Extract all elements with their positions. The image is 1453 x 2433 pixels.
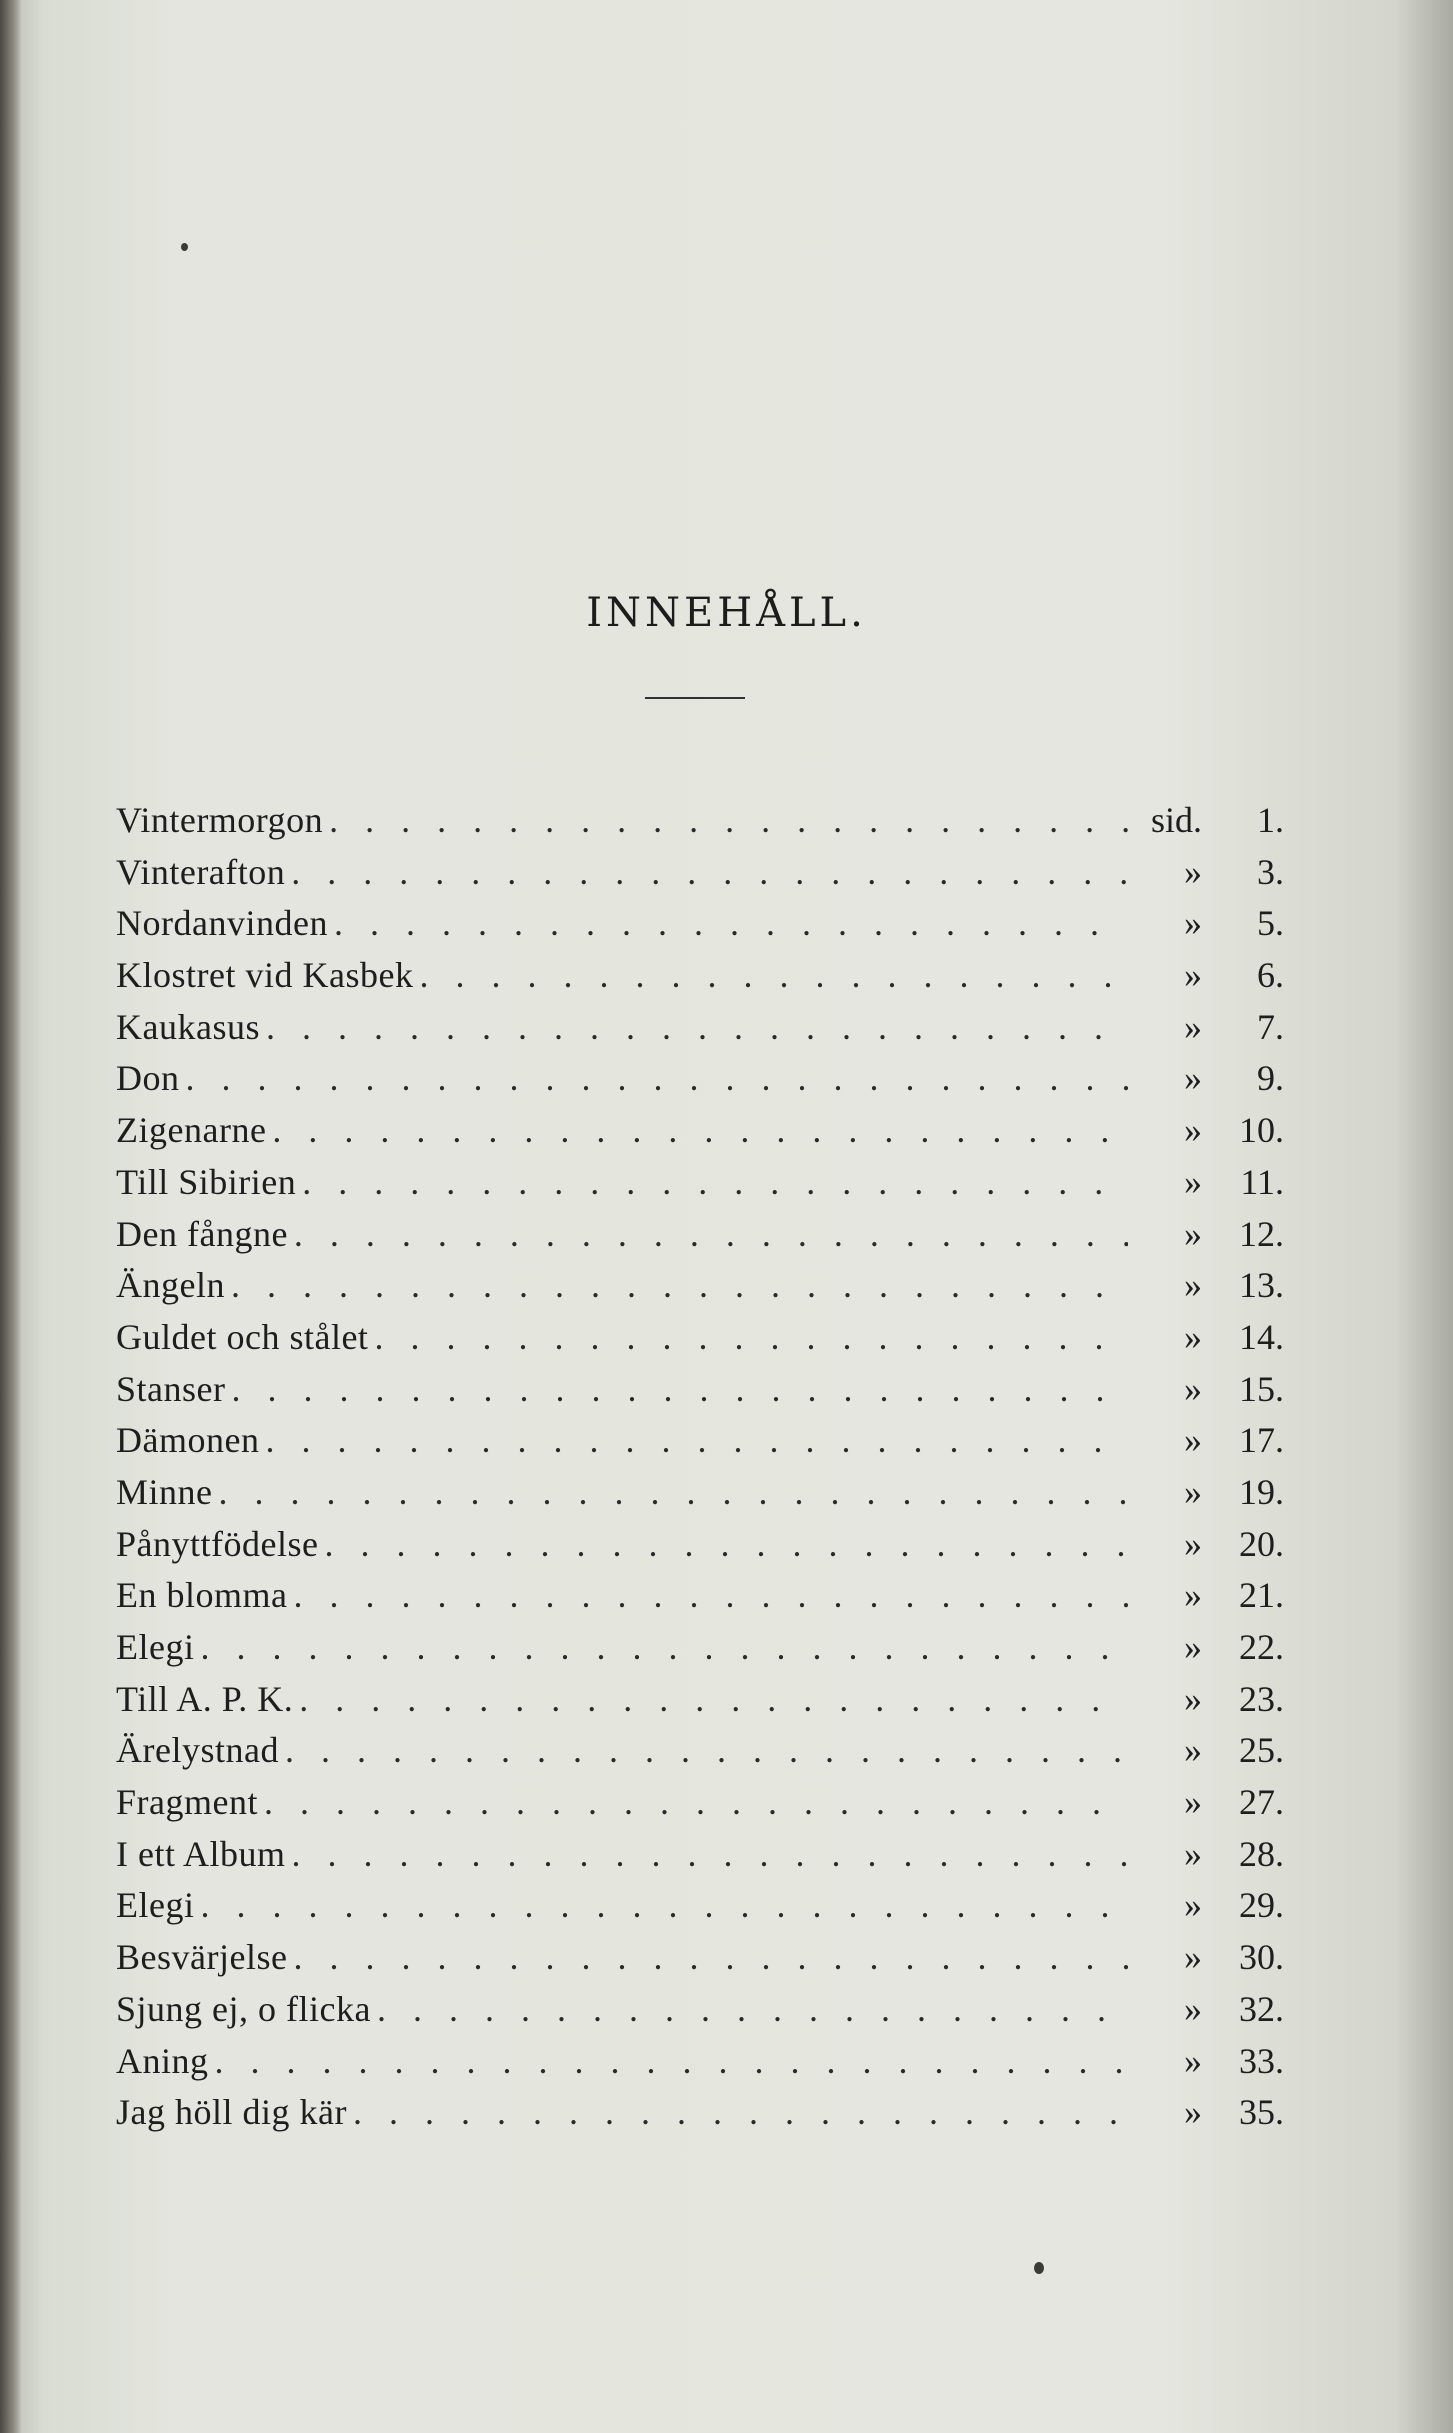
toc-entry-page-number: 23. — [1239, 1678, 1284, 1719]
toc-entry — [116, 1674, 1284, 1726]
toc-entry-page-number: 14. — [1239, 1316, 1284, 1357]
toc-entry-ditto: sid. — [1150, 800, 1202, 840]
toc-entry-page-number: 3. — [1257, 851, 1284, 892]
dot-leader — [231, 1364, 1128, 1416]
dot-leader — [291, 847, 1128, 899]
dot-leader — [231, 1260, 1128, 1312]
toc-entry-page-number: 9. — [1257, 1058, 1284, 1099]
toc-entry-page-number: 15. — [1239, 1368, 1284, 1409]
toc-entry-title: Elegi — [116, 1885, 195, 1926]
toc-entry-title: Till Sibirien — [116, 1161, 297, 1202]
toc-entry-title: Minne — [116, 1471, 213, 1512]
toc-entry-page-number: 29. — [1239, 1885, 1284, 1926]
toc-entry-title: Nordanvinden — [116, 903, 328, 944]
toc-entry-ditto: » — [1184, 1730, 1202, 1771]
toc-entry-ditto: » — [1184, 1937, 1202, 1978]
toc-entry — [116, 1312, 1284, 1364]
toc-entry-title: Pånyttfödelse — [116, 1523, 319, 1564]
dot-leader — [294, 1209, 1128, 1261]
toc-entry-title: Don — [116, 1058, 180, 1099]
toc-entry-title: Vintermorgon — [116, 800, 324, 840]
toc-entry-page-number: 19. — [1239, 1471, 1284, 1512]
dot-leader — [293, 1570, 1128, 1622]
toc-entry — [116, 1260, 1284, 1312]
toc-entry-title: Vinterafton — [116, 851, 286, 892]
toc-entry — [116, 1105, 1284, 1157]
dot-leader — [299, 1674, 1128, 1726]
toc-entry — [116, 1415, 1284, 1467]
toc-entry-title: Fragment — [116, 1782, 258, 1823]
toc-entry — [116, 1002, 1284, 1054]
toc-entry-title: Klostret vid Kasbek — [116, 955, 414, 996]
toc-entry — [116, 1622, 1284, 1674]
toc-entry-title: Sjung ej, o flicka — [116, 1988, 371, 2029]
toc-entry — [116, 847, 1284, 899]
toc-entry-page-number: 17. — [1239, 1420, 1284, 1461]
spine-shadow — [0, 0, 22, 2433]
toc-entry-title: Kaukasus — [116, 1006, 260, 1047]
toc-entry-ditto: » — [1184, 2092, 1202, 2133]
toc-entry-page-number: 12. — [1239, 1213, 1284, 1254]
toc-entry-page-number: 21. — [1239, 1575, 1284, 1616]
toc-entry-page-number: 25. — [1239, 1730, 1284, 1771]
toc-entry — [116, 1053, 1284, 1105]
toc-entry-ditto: » — [1184, 903, 1202, 944]
dot-leader — [419, 950, 1128, 1002]
toc-entry-ditto: » — [1184, 955, 1202, 996]
dot-leader — [329, 795, 1128, 847]
toc-entry-ditto: » — [1184, 851, 1202, 892]
toc-entry-title: Den fångne — [116, 1213, 288, 1254]
toc-entry-ditto: » — [1184, 1368, 1202, 1409]
toc-entry-title: Ärelystnad — [116, 1730, 279, 1771]
toc-entry-title: Elegi — [116, 1627, 195, 1667]
toc-entry — [116, 1880, 1284, 1932]
dot-leader — [186, 1053, 1129, 1105]
toc-entry — [116, 1984, 1284, 2036]
toc-entry — [116, 1364, 1284, 1416]
toc-entry-ditto: » — [1184, 1058, 1202, 1099]
toc-entry-page-number: 5. — [1257, 903, 1284, 944]
toc-entry-page-number: 11. — [1240, 1161, 1284, 1202]
toc-entry — [116, 1519, 1284, 1571]
dot-leader — [272, 1105, 1128, 1157]
dot-leader — [200, 1880, 1128, 1932]
toc-entry-page-number: 32. — [1239, 1988, 1284, 2029]
dot-leader — [353, 2087, 1128, 2139]
dot-leader — [264, 1777, 1128, 1829]
toc-entry — [116, 950, 1284, 1002]
paper-speck — [1034, 2262, 1044, 2274]
toc-entry-title: Jag höll dig kär — [116, 2092, 347, 2133]
dot-leader — [377, 1984, 1128, 2036]
toc-entry-title: Zigenarne — [116, 1110, 267, 1151]
toc-entry — [116, 1157, 1284, 1209]
toc-entry-ditto: » — [1184, 1006, 1202, 1047]
toc-entry-title: Aning — [116, 2040, 209, 2081]
dot-leader — [266, 1002, 1128, 1054]
toc-entry-title: Guldet och stålet — [116, 1316, 369, 1357]
toc-entry-ditto: » — [1184, 1316, 1202, 1357]
toc-entry-title: Dämonen — [116, 1420, 260, 1461]
toc-entry-ditto: » — [1184, 1471, 1202, 1512]
toc-entry-ditto: » — [1184, 1678, 1202, 1719]
toc-entry-ditto: » — [1184, 1627, 1202, 1667]
toc-entry-page-number: 35. — [1239, 2092, 1284, 2133]
dot-leader — [293, 1932, 1128, 1984]
toc-entry-title: Ängeln — [116, 1265, 225, 1306]
toc-entry-ditto: » — [1184, 2040, 1202, 2081]
title-divider — [645, 697, 745, 699]
toc-entry-ditto: » — [1184, 1575, 1202, 1616]
toc-entry-ditto: » — [1184, 1523, 1202, 1564]
toc-entry-ditto: » — [1184, 1110, 1202, 1151]
toc-entry-ditto: » — [1184, 1213, 1202, 1254]
toc-entry — [116, 1829, 1284, 1881]
paper-speck — [181, 243, 188, 251]
toc-entry-page-number: 7. — [1257, 1006, 1284, 1047]
toc-entry — [116, 1570, 1284, 1622]
toc-entry — [116, 898, 1284, 950]
toc-entry-page-number: 13. — [1239, 1265, 1284, 1306]
toc-entry-ditto: » — [1184, 1161, 1202, 1202]
toc-entry-ditto: » — [1184, 1420, 1202, 1461]
toc-entry-page-number: 20. — [1239, 1523, 1284, 1564]
toc-entry-page-number: 22. — [1239, 1627, 1284, 1667]
dot-leader — [292, 1829, 1129, 1881]
toc-entry — [116, 1467, 1284, 1519]
dot-leader — [374, 1312, 1128, 1364]
toc-entry-ditto: » — [1184, 1265, 1202, 1306]
dot-leader — [324, 1519, 1128, 1571]
toc-entry — [116, 1209, 1284, 1261]
toc-entry — [116, 795, 1284, 847]
toc-entry-ditto: » — [1184, 1782, 1202, 1823]
dot-leader — [215, 2036, 1129, 2088]
toc-entry — [116, 2087, 1284, 2139]
toc-entry — [116, 1777, 1284, 1829]
table-of-contents — [116, 795, 1284, 2139]
toc-entry-page-number: 27. — [1239, 1782, 1284, 1823]
toc-entry-title: En blomma — [116, 1575, 288, 1616]
dot-leader — [219, 1467, 1129, 1519]
toc-entry-page-number: 6. — [1257, 955, 1284, 996]
toc-entry-page-number: 33. — [1239, 2040, 1284, 2081]
toc-entry-page-number: 1. — [1257, 800, 1284, 840]
toc-entry-title: I ett Album — [116, 1833, 286, 1874]
dot-leader — [302, 1157, 1128, 1209]
toc-entry-title: Till A. P. K. — [116, 1678, 294, 1719]
dot-leader — [334, 898, 1128, 950]
toc-entry-ditto: » — [1184, 1988, 1202, 2029]
dot-leader — [285, 1725, 1128, 1777]
dot-leader — [265, 1415, 1128, 1467]
toc-entry-page-number: 28. — [1239, 1833, 1284, 1874]
toc-entry — [116, 2036, 1284, 2088]
toc-entry-page-number: 10. — [1239, 1110, 1284, 1151]
toc-entry — [116, 1932, 1284, 1984]
dot-leader — [200, 1622, 1128, 1674]
page-title: INNEHÅLL. — [586, 590, 867, 636]
toc-entry-page-number: 30. — [1239, 1937, 1284, 1978]
toc-entry-title: Besvärjelse — [116, 1937, 288, 1978]
toc-entry — [116, 1725, 1284, 1777]
toc-entry-ditto: » — [1184, 1885, 1202, 1926]
toc-entry-title: Stanser — [116, 1368, 226, 1409]
toc-entry-ditto: » — [1184, 1833, 1202, 1874]
